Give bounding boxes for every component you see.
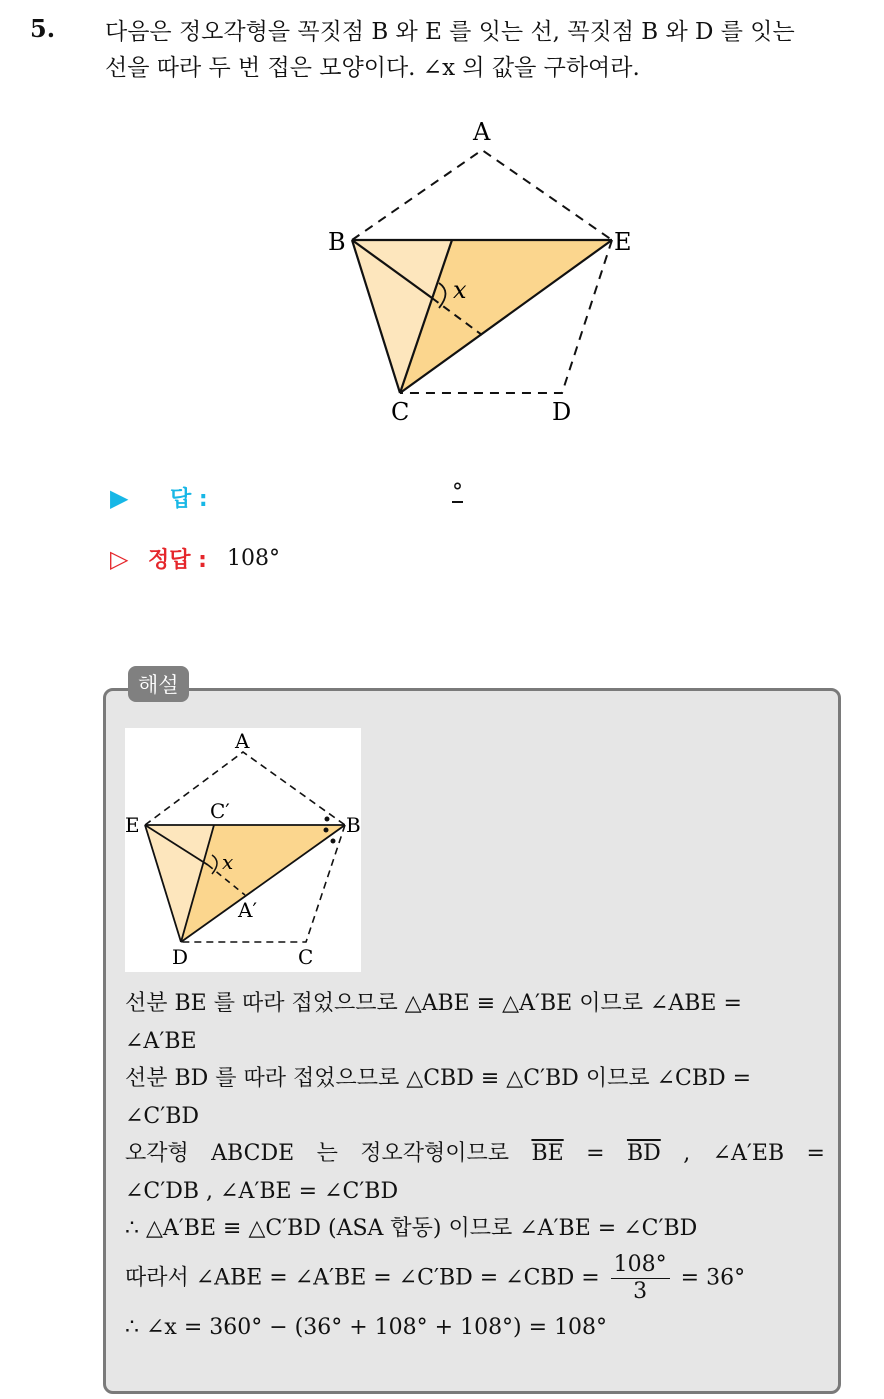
angle-mark-dot xyxy=(324,828,329,833)
question-line-2: 선을 따라 두 번 접은 모양이다. ∠x 의 값을 구하여라. xyxy=(105,55,640,81)
solution-final-line: ∴ ∠x = 360° − (36° + 108° + 108°) = 108° xyxy=(125,1314,608,1340)
correct-answer-label: 정답 : xyxy=(148,548,207,573)
question-number: 5. xyxy=(30,14,56,43)
dashed-edge-BA-AE xyxy=(352,150,612,240)
segment-BD: $\overline{BD}$ xyxy=(626,1141,661,1166)
question-line-1: 다음은 정오각형을 꼭짓점 B 와 E 를 잇는 선, 꼭짓점 B 와 D 를 잇는 xyxy=(105,19,795,45)
equals-sign: = xyxy=(586,1141,605,1166)
solution-figure xyxy=(125,728,361,972)
solution-line-congruence xyxy=(125,1135,825,1173)
solution-label-x: x xyxy=(222,850,234,874)
label-D: D xyxy=(552,398,572,426)
label-C: C xyxy=(391,398,410,426)
solution-line: 선분 BE 를 따라 접었으므로 △ABE ≡ △A′BE 이므로 ∠ABE = xyxy=(125,991,742,1016)
angle-mark-dot xyxy=(325,817,330,822)
solution-line: ∠C′BD xyxy=(125,1103,200,1129)
label-A: A xyxy=(473,118,491,146)
solution-line5-suffix: , ∠A′EB = xyxy=(683,1141,825,1166)
solution-line8-suffix: = 36° xyxy=(680,1265,746,1290)
solution-label-C: C xyxy=(298,945,314,969)
outline-arrow-icon: ▷ xyxy=(110,544,129,573)
solution-label-C-prime: C′ xyxy=(210,799,230,823)
answer-row xyxy=(110,482,208,513)
solution-line5-prefix: 오각형 ABCDE 는 정오각형이므로 xyxy=(125,1141,510,1166)
solution-label-A: A xyxy=(235,729,250,753)
answer-unit[interactable]: ° xyxy=(452,480,463,505)
solution-text xyxy=(125,985,825,1346)
filled-arrow-icon: ▶ xyxy=(110,483,129,512)
solution-line: 선분 BD 를 따라 접었으므로 △CBD ≡ △C′BD 이므로 ∠CBD = xyxy=(125,1066,752,1091)
solution-line-fraction xyxy=(125,1252,825,1305)
solution-label-B: B xyxy=(346,813,361,837)
label-x: x xyxy=(453,276,467,304)
angle-mark-dot xyxy=(331,839,336,844)
fraction xyxy=(611,1252,670,1305)
label-E: E xyxy=(614,228,632,256)
solution-label-A-prime: A′ xyxy=(238,898,257,922)
question-text xyxy=(105,14,875,86)
pentagon-figure xyxy=(310,110,650,440)
label-B: B xyxy=(328,228,346,256)
solution-line: ∴ △A′BE ≡ △C′BD (ASA 합동) 이므로 ∠A′BE = ∠C′BD xyxy=(125,1216,698,1241)
fraction-denominator: 3 xyxy=(633,1278,648,1304)
answer-label: 답 : xyxy=(170,487,208,512)
correct-answer-row xyxy=(110,543,280,574)
solution-line8-prefix: 따라서 ∠ABE = ∠A′BE = ∠C′BD = ∠CBD = xyxy=(125,1265,600,1290)
segment-BE: $\overline{BE}$ xyxy=(531,1141,564,1166)
solution-label-E: E xyxy=(125,813,140,837)
solution-line: ∠C′DB , ∠A′BE = ∠C′BD xyxy=(125,1178,399,1204)
solution-line: ∠A′BE xyxy=(125,1028,197,1054)
fraction-numerator: 108° xyxy=(611,1252,670,1279)
solution-label-D: D xyxy=(172,945,189,969)
correct-answer-value: 108° xyxy=(226,546,280,571)
solution-badge: 해설 xyxy=(128,666,189,702)
